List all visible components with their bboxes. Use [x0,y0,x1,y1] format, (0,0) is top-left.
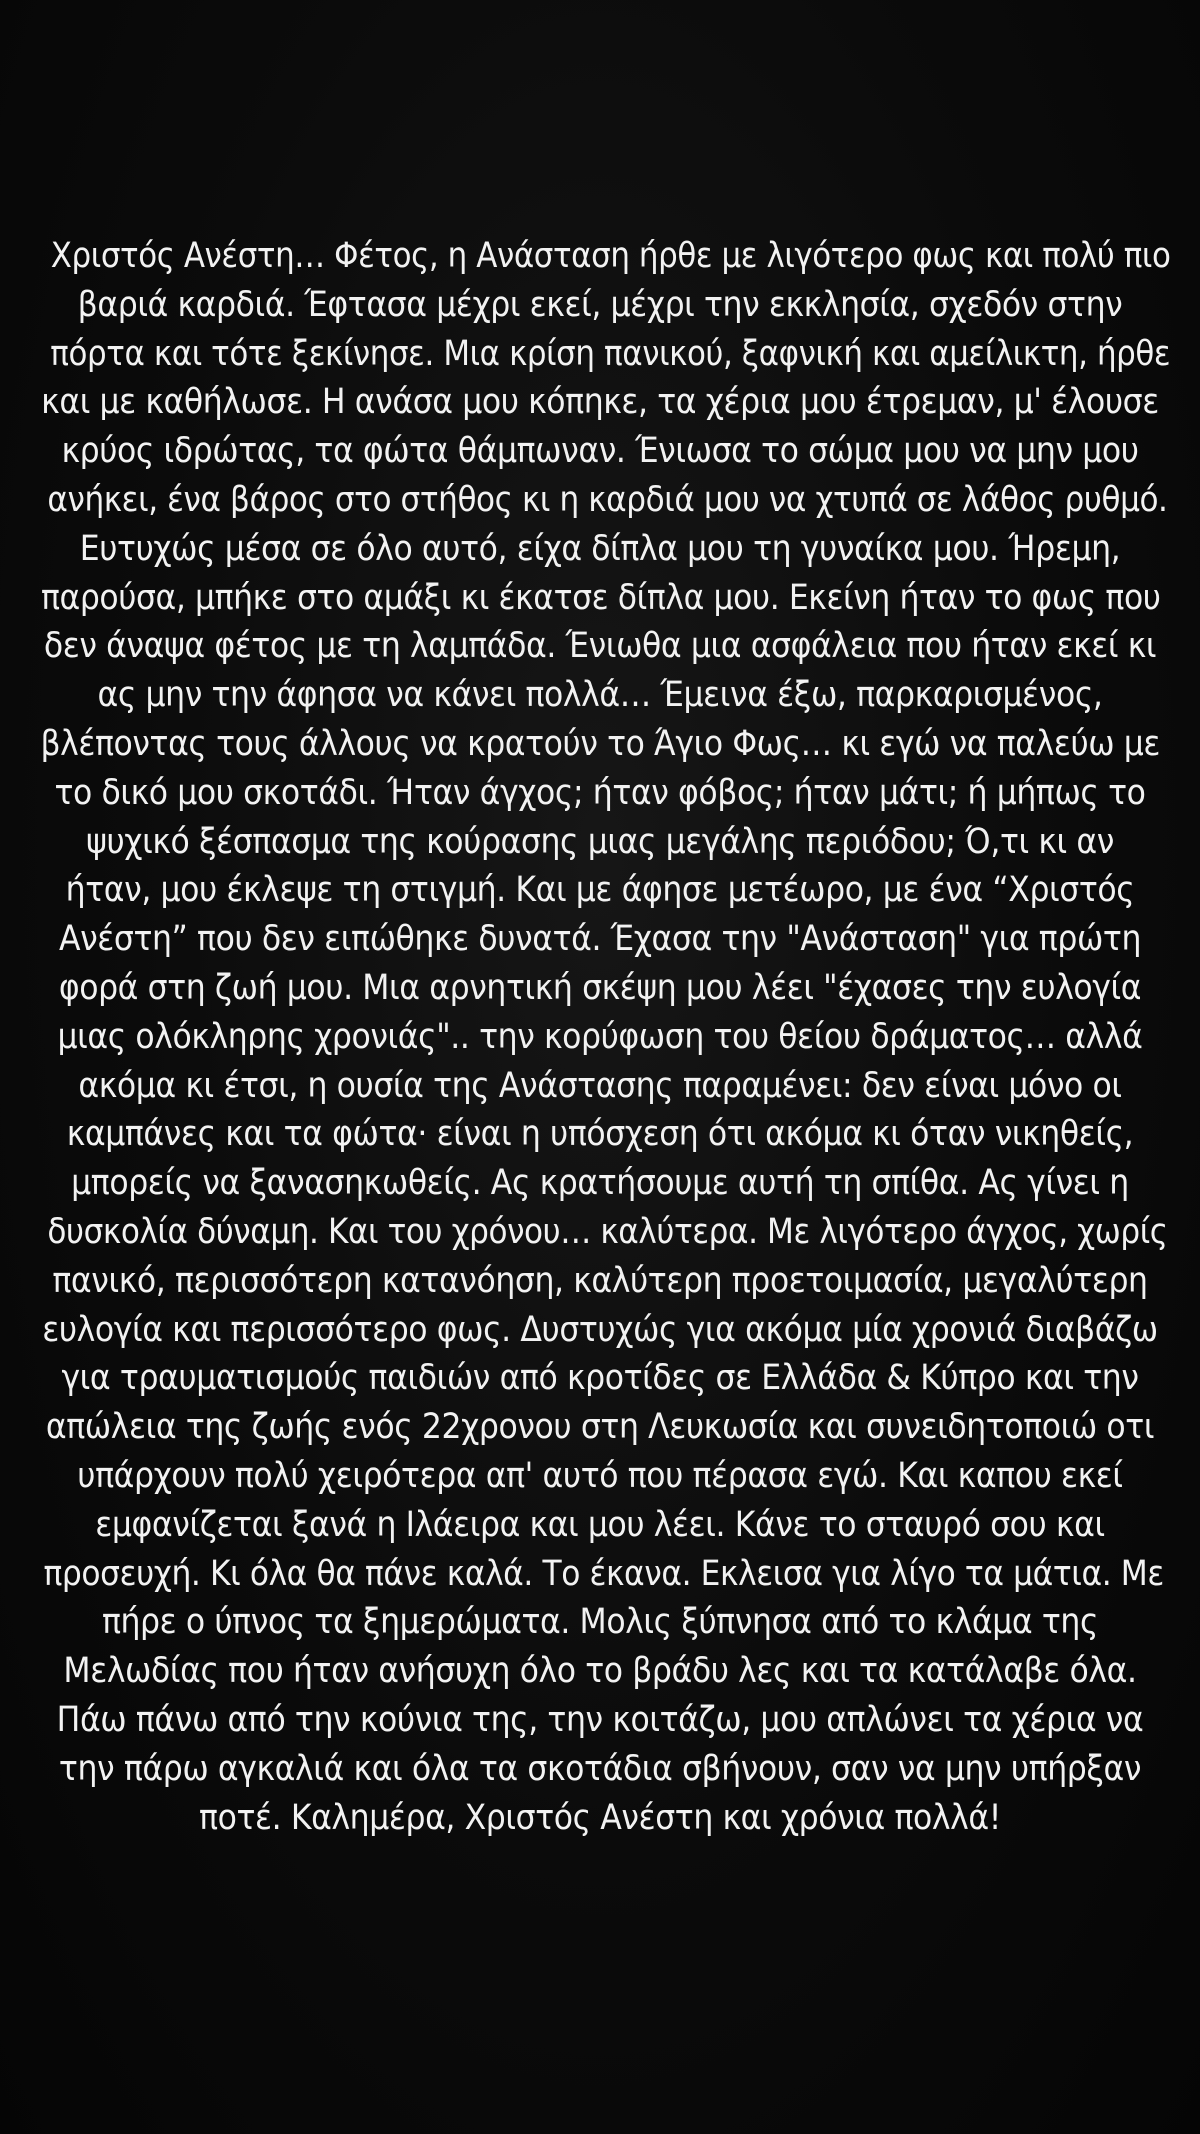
story-line: φορά στη ζωή μου. Μια αρνητική σκέψη μου λέει "έχασες την ευλογία [58,967,1142,1008]
story-line: κρύος ιδρώτας, τα φώτα θάμπωναν. Ένιωσα το σώμα μου να μην μου [61,431,1139,472]
story-line: μιας ολόκληρης χρονιάς".. την κορύφωση του θείου δράματος… αλλά [57,1016,1143,1057]
story-line: Μελωδίας που ήταν ανήσυχη όλο το βράδυ λες και τα κατάλαβε όλα. [63,1651,1137,1692]
story-line: το δικό μου σκοτάδι. Ήταν άγχος; ήταν φόβος; ήταν μάτι; ή μήπως το [54,772,1146,813]
story-line: μπορείς να ξανασηκωθείς. Ας κρατήσουμε αυτή τη σπίθα. Ας γίνει η [71,1163,1129,1204]
story-line: ακόμα κι έτσι, η ουσία της Ανάστασης παραμένει: δεν είναι μόνο οι [78,1065,1122,1106]
story-line: πήρε ο ύπνος τα ξημερώματα. Μολις ξύπνησα από το κλάμα της [101,1602,1099,1643]
story-line: βλέποντας τους άλλους να κρατούν το Άγιο Φως… κι εγώ να παλεύω με [40,723,1161,764]
story-line: την πάρω αγκαλιά και όλα τα σκοτάδια σβήνουν, σαν να μην υπήρξαν [58,1748,1142,1789]
story-line: ψυχικό ξέσπασμα της κούρασης μιας μεγάλης περιόδου; Ό,τι κι αν [86,821,1114,862]
story-line: δυσκολία δύναμη. Και του χρόνου… καλύτερα. Με λιγότερο άγχος, χωρίς [47,1211,1168,1252]
story-line: και με καθήλωσε. Η ανάσα μου κόπηκε, τα χέρια μου έτρεμαν, μ' έλουσε [41,382,1159,423]
story-line: ήταν, μου έκλεψε τη στιγμή. Και με άφησε μετέωρο, με ένα “Χριστός [65,870,1135,911]
story-line: καμπάνες και τα φώτα· είναι η υπόσχεση ότι ακόμα κι όταν νικηθείς, [66,1114,1134,1155]
story-line: Ανέστη” που δεν ειπώθηκε δυνατά. Έχασα την "Ανάσταση" για πρώτη [58,919,1142,960]
story-line: ευλογία και περισσότερο φως. Δυστυχώς για ακόμα μία χρονιά διαβάζω [42,1309,1158,1350]
story-line: πόρτα και τότε ξεκίνησε. Μια κρίση πανικού, ξαφνική και αμείλικτη, ήρθε [50,333,1171,374]
story-line: βαριά καρδιά. Έφτασα μέχρι εκεί, μέχρι την εκκλησία, σχεδόν στην [77,284,1123,325]
story-line: παρούσα, μπήκε στο αμάξι κι έκατσε δίπλα μου. Εκείνη ήταν το φως που [40,577,1161,618]
story-text [40,232,1171,1842]
story-line: απώλεια της ζωής ενός 22χρονου στη Λευκωσία και συνειδητοποιώ οτι [45,1407,1155,1448]
story-line: ας μην την άφησα να κάνει πολλά… Έμεινα έξω, παρκαρισμένος, [97,675,1103,716]
story-line: προσευχή. Κι όλα θα πάνε καλά. Το έκανα. Εκλεισα για λίγο τα μάτια. Με [43,1553,1164,1594]
story-line: υπάρχουν πολύ χειρότερα απ' αυτό που πέρασα εγώ. Και καπου εκεί [77,1455,1123,1496]
story-line: ανήκει, ένα βάρος στο στήθος κι η καρδιά μου να χτυπά σε λάθος ρυθμό. [47,479,1168,520]
story-line: ποτέ. Καλημέρα, Χριστός Ανέστη και χρόνια πολλά! [199,1797,1001,1838]
story-line: δεν άναψα φέτος με τη λαμπάδα. Ένιωθα μια ασφάλεια που ήταν εκεί κι [43,626,1157,667]
story-line: πανικό, περισσότερη κατανόηση, καλύτερη προετοιμασία, μεγαλύτερη [52,1260,1148,1301]
story-line: Ευτυχώς μέσα σε όλο αυτό, είχα δίπλα μου τη γυναίκα μου. Ήρεμη, [79,528,1121,569]
story-line: εμφανίζεται ξανά η Ιλάειρα και μου λέει. Κάνε το σταυρό σου και [95,1504,1105,1545]
story-line: Χριστός Ανέστη… Φέτος, η Ανάσταση ήρθε με λιγότερο φως και πολύ πιο [50,236,1171,276]
story-line: για τραυματισμούς παιδιών από κροτίδες σε Ελλάδα & Κύπρο και την [61,1358,1139,1399]
story-line: Πάω πάνω από την κούνια της, την κοιτάζω, μου απλώνει τα χέρια να [56,1699,1144,1740]
